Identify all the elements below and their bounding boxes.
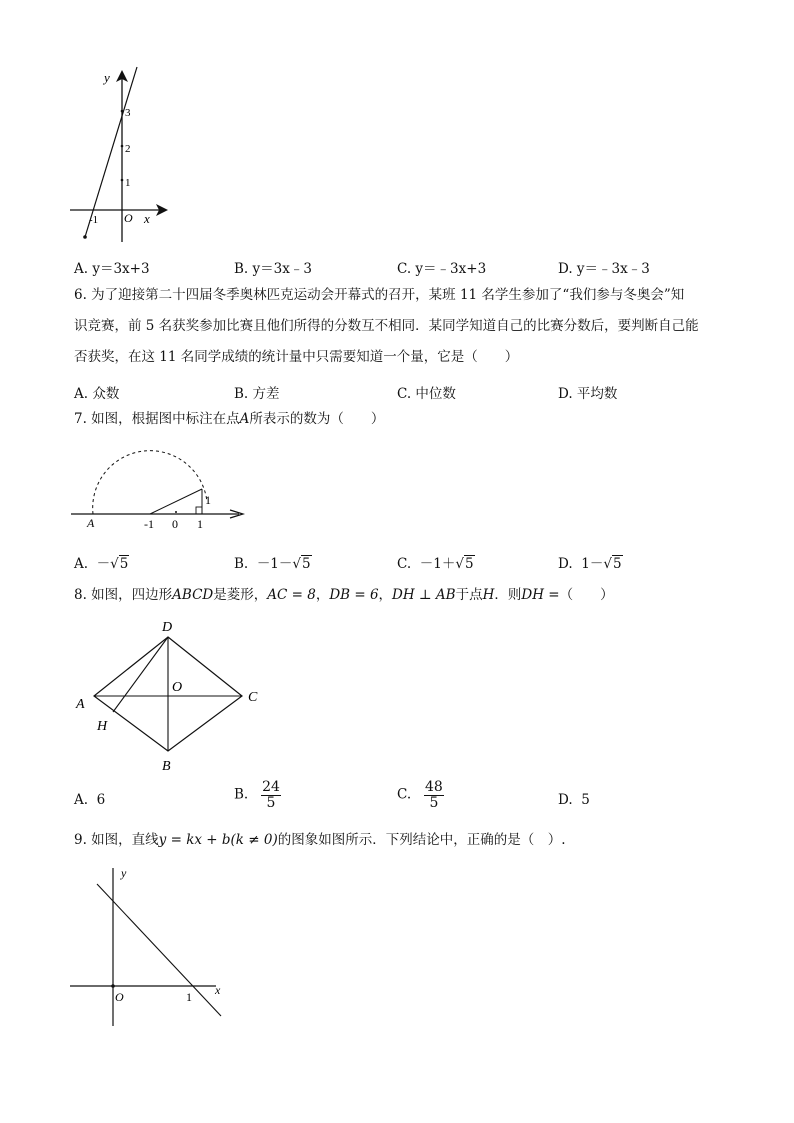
q7-figure	[66, 440, 251, 535]
denominator: 5	[429, 794, 439, 811]
numerator: 24	[262, 779, 280, 795]
label-o: O	[172, 680, 183, 695]
sqrt-symbol: √5	[603, 556, 622, 572]
q7-stem-pre: 7. 如图，根据图中标注在点	[74, 411, 240, 427]
option-label: C.	[397, 786, 412, 803]
var-h: H	[482, 587, 495, 603]
label-d: D	[162, 620, 173, 635]
radicand: 5	[464, 556, 474, 572]
sqrt-symbol: √5	[455, 556, 474, 572]
fraction	[424, 780, 444, 810]
radicand: 5	[612, 556, 622, 572]
label-h: H	[97, 719, 108, 734]
dashed-arc	[93, 451, 207, 514]
q7-stem	[74, 413, 384, 427]
tick-label-1: 1	[125, 177, 131, 189]
option-label: B.	[234, 786, 249, 803]
option-value: 5	[581, 792, 590, 808]
eq-db: DB = 6	[329, 587, 379, 603]
point-a-label: A	[87, 516, 95, 530]
x-axis-label: x	[215, 983, 221, 997]
option-prefix: －	[96, 556, 111, 572]
sqrt-symbol: √5	[292, 556, 311, 572]
numerator: 48	[425, 779, 443, 795]
q5-option-d[interactable]: D. y＝﹣3x﹣3	[558, 261, 650, 277]
q9-stem	[74, 834, 566, 848]
stem-text: 8. 如图，四边形	[74, 587, 173, 603]
stem-text: 是菱形，	[213, 587, 268, 603]
eq-ac: AC = 8	[267, 587, 316, 603]
q5-option-c[interactable]: C. y＝﹣3x+3	[397, 261, 487, 277]
stem-text: ．则	[494, 587, 522, 603]
side-label-1: 1	[205, 493, 211, 507]
sqrt-symbol: √5	[110, 556, 129, 572]
label-a: A	[76, 697, 85, 712]
y-axis-label: y	[104, 70, 110, 85]
radicand: 5	[119, 556, 129, 572]
option-label: C.	[397, 556, 412, 572]
hypotenuse	[150, 489, 202, 514]
tick-label-neg1: -1	[89, 214, 99, 226]
label-b: B	[162, 759, 171, 774]
option-value: 6	[96, 792, 106, 808]
radicand: 5	[302, 556, 311, 572]
q8-option-b[interactable]	[234, 780, 281, 810]
q7-stem-post: 所表示的数为（ ）	[249, 411, 385, 427]
q7-option-a[interactable]	[74, 552, 129, 572]
tick-dot-0	[175, 511, 177, 513]
stem-text: 9. 如图，直线	[74, 832, 159, 848]
q6-option-a[interactable]: A. 众数	[74, 386, 120, 402]
origin-label: O	[115, 990, 124, 1004]
tick-label-2: 2	[125, 143, 131, 155]
tick-label-1: 1	[197, 517, 203, 531]
q6-option-c[interactable]: C. 中位数	[397, 386, 456, 402]
label-c: C	[248, 690, 258, 705]
option-label: D.	[558, 792, 573, 808]
q5-option-a[interactable]: A. y＝3x+3	[74, 261, 150, 277]
q9-figure	[64, 860, 234, 1030]
stem-text: 的图象如图所示．下列结论中，正确的是（ ）.	[277, 832, 566, 848]
option-label: B.	[234, 556, 249, 572]
q8-figure	[70, 615, 270, 775]
option-label: A.	[74, 556, 89, 572]
option-label: D.	[558, 556, 573, 572]
q5-graph	[60, 60, 190, 255]
q7-point-var: A	[239, 411, 250, 427]
x-axis-label: x	[144, 211, 150, 226]
q7-option-d[interactable]	[558, 552, 623, 572]
q6-option-b[interactable]: B. 方差	[234, 386, 280, 402]
option-prefix: －1＋	[419, 556, 456, 572]
q8-stem: 8. 如图，四边形ABCD是菱形，AC = 8，DB = 6，DH ⊥ AB于点H．则DH =（ ）	[74, 587, 614, 603]
var-abcd: ABCD	[172, 587, 214, 603]
tick-dot-1	[121, 179, 124, 182]
stem-text: （ ）	[559, 587, 614, 603]
q6-line-1: 6. 为了迎接第二十四届冬季奥林匹克运动会开幕式的召开，某班 11 名学生参加了“我们参与冬奥会”知	[74, 287, 685, 303]
tick-label-1: 1	[186, 990, 192, 1004]
tick-label-3: 3	[125, 107, 131, 119]
tick-dot-2	[121, 145, 124, 148]
origin-label: O	[124, 211, 133, 225]
q7-option-c[interactable]	[397, 552, 475, 572]
denominator: 5	[266, 794, 276, 811]
eq-perp: DH ⊥ AB	[392, 587, 456, 603]
q6-stem	[74, 280, 734, 373]
q5-option-b[interactable]: B. y＝3x﹣3	[234, 261, 312, 277]
option-prefix: 1－	[581, 556, 604, 572]
q6-line-3: 否获奖，在这 11 名同学成绩的统计量中只需要知道一个量，它是（ ）	[74, 349, 519, 365]
stem-text: 于点	[455, 587, 483, 603]
q7-option-b[interactable]	[234, 552, 312, 572]
tick-label-0: 0	[172, 517, 178, 531]
eq-dh: DH =	[521, 587, 560, 603]
q6-option-d[interactable]: D. 平均数	[558, 386, 618, 402]
line-equation: y = kx + b(k ≠ 0)	[158, 832, 278, 848]
q8-option-d[interactable]	[558, 792, 590, 808]
option-label: A.	[74, 792, 89, 808]
right-angle-mark	[196, 507, 202, 514]
tick-dot-3	[121, 110, 124, 113]
origin-dot	[111, 984, 115, 988]
y-axis-label: y	[121, 866, 127, 880]
q8-option-a[interactable]	[74, 792, 105, 808]
tick-label-neg1: -1	[144, 517, 154, 531]
q6-line-2: 识竞赛，前 5 名获奖参加比赛且他们所得的分数互不相同．某同学知道自己的比赛分数后，要判断自己能	[74, 318, 699, 334]
fraction	[261, 780, 281, 810]
line-end-dot	[83, 235, 87, 239]
q8-option-c[interactable]	[397, 780, 444, 810]
option-prefix: －1－	[256, 556, 293, 572]
